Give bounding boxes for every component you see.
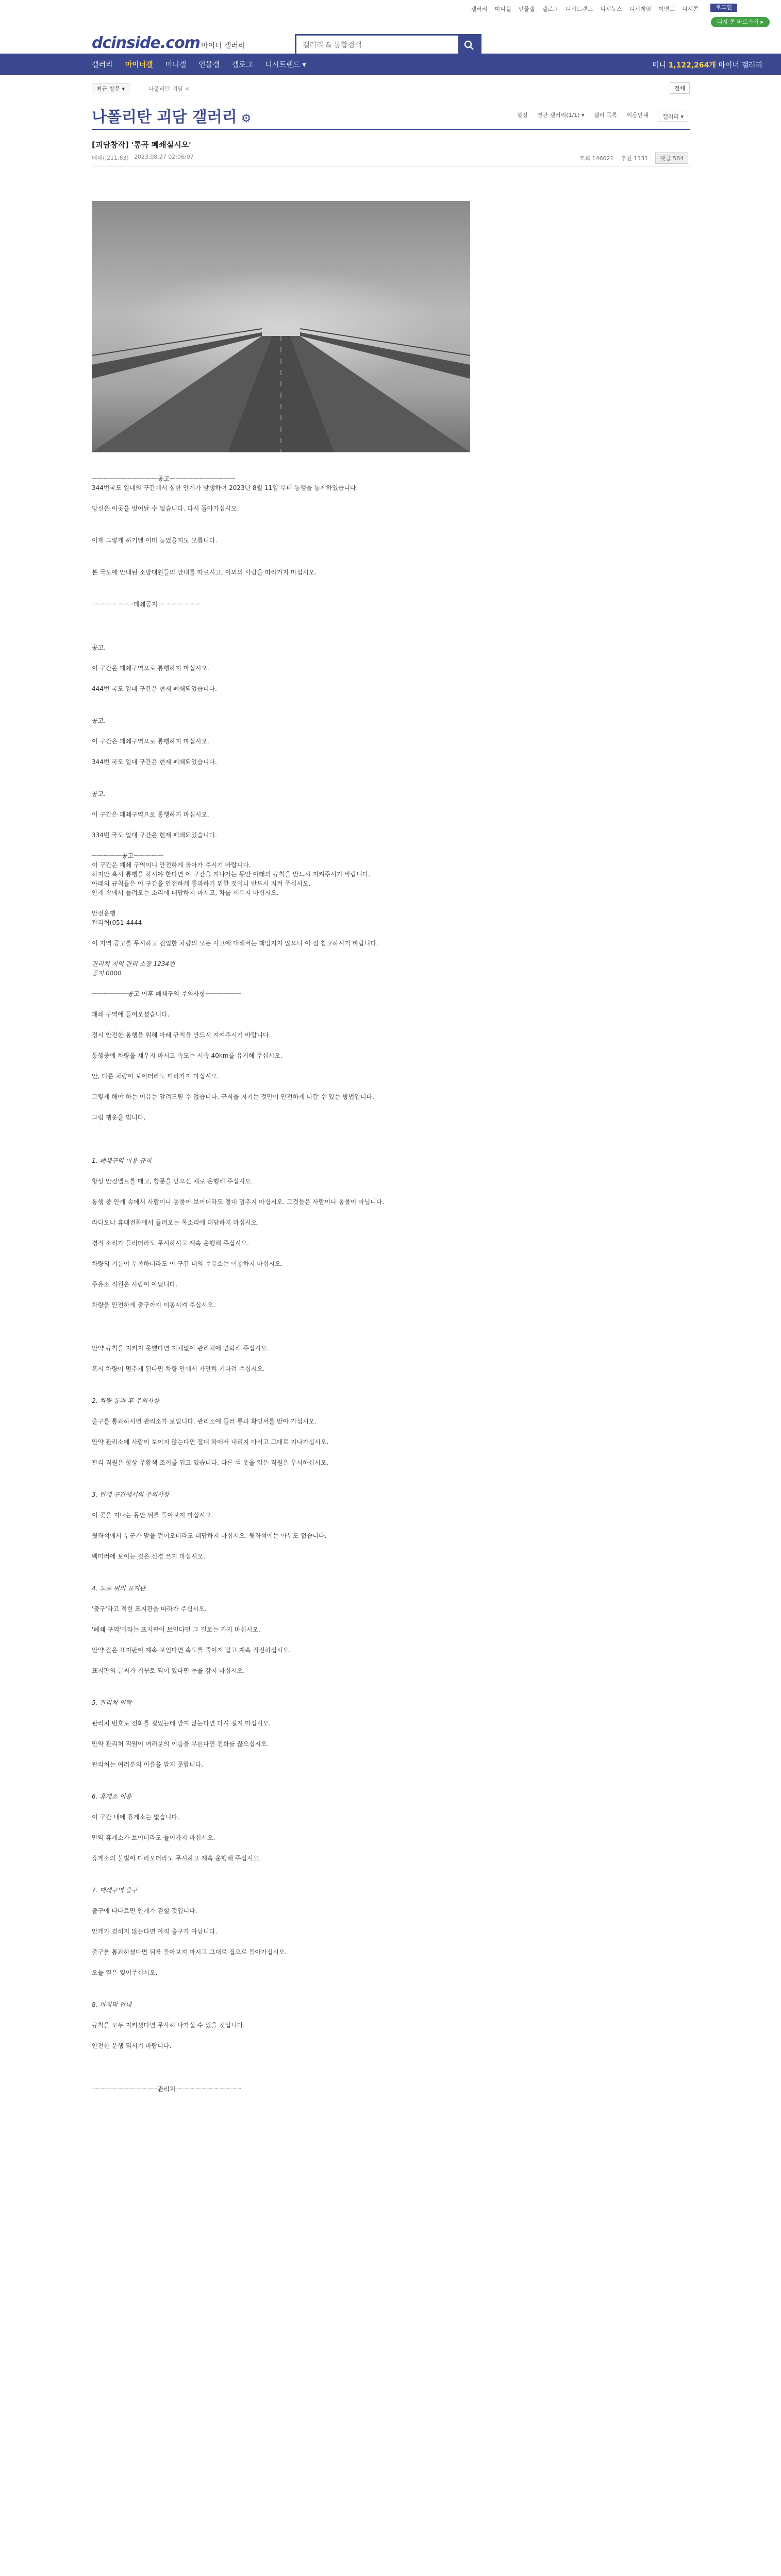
paragraph-gap [92, 1289, 690, 1300]
paragraph-gap [92, 1145, 690, 1156]
body-paragraph: 차량을 안전하게 출구까지 이동시켜 주십시오. [92, 1301, 215, 1309]
body-paragraph: 차량의 기름이 부족하더라도 이 구간 내의 주유소는 이용하지 마십시오. [92, 1260, 283, 1267]
paragraph-gap [92, 1895, 690, 1906]
body-paragraph: 관리처는 여러분의 이름을 알지 못합니다. [92, 1761, 204, 1768]
search-icon [464, 40, 474, 50]
body-paragraph: ㅡㅡㅡㅡㅡ공고ㅡㅡㅡㅡㅡ [92, 852, 164, 859]
recent-visit-bar [92, 80, 690, 95]
paragraph-gap [92, 746, 690, 757]
top-link[interactable]: 디시뉴스 [600, 6, 622, 12]
nav-item[interactable]: 인물갤 [198, 61, 220, 69]
body-paragraph: 표지판의 글씨가 거꾸로 되어 있다면 눈을 감지 마십시오. [92, 1667, 245, 1674]
body-paragraph: 5. 관리처 연락 [92, 1699, 132, 1706]
body-paragraph: 당신은 이곳을 벗어날 수 없습니다. 다시 돌아가십시오. [92, 505, 239, 512]
gallery-title[interactable]: 나폴리탄 괴담 갤러리 ⚙ [92, 108, 252, 126]
paragraph-gap [92, 1989, 690, 2000]
body-paragraph: 통행 중 안개 속에서 사람이나 동물이 보이더라도 절대 멈추지 마십시오. 그것들은 사람이나 동물이 아닙니다. [92, 1198, 385, 1206]
paragraph-gap [92, 1749, 690, 1760]
post-body [92, 474, 690, 2094]
body-paragraph: 344번국도 일대의 구간에서 심한 안개가 발생하여 2023년 8월 11일 부터 통행을 통제하였습니다. [92, 484, 358, 492]
paragraph-gap [92, 978, 690, 989]
paragraph-gap [92, 1561, 690, 1572]
body-paragraph: 안전한 운행 되시기 바랍니다. [92, 2042, 172, 2049]
gear-icon[interactable]: ⚙ [241, 112, 252, 125]
nav-item[interactable]: 미니갤 [165, 61, 187, 69]
recent-all-button[interactable]: 전체 [670, 82, 690, 94]
paragraph-gap [92, 1499, 690, 1511]
paragraph-gap [92, 513, 690, 524]
gallery-tool-link[interactable]: 갤러 목록 [593, 112, 618, 118]
body-paragraph: 만약 휴게소가 보이더라도 들어가지 마십시오. [92, 1834, 215, 1841]
body-paragraph: 만약 같은 표지판이 계속 보인다면 속도를 줄이지 말고 계속 직진하십시오. [92, 1647, 291, 1654]
gallery-count: 미니 1,122,264개 마이너 갤러리 [652, 61, 762, 70]
body-paragraph: 4. 도로 위의 표지판 [92, 1585, 146, 1592]
paragraph-gap [92, 673, 690, 684]
paragraph-gap [92, 1863, 690, 1874]
body-paragraph: 출구를 통과하시면 관리소가 보입니다. 관리소에 들러 통과 확인서를 받아 가십시오. [92, 1418, 317, 1425]
paragraph-gap [92, 1122, 690, 1133]
paragraph-gap [92, 1321, 690, 1332]
gallery-tools [517, 111, 688, 122]
paragraph-gap [92, 2030, 690, 2041]
body-paragraph: '폐쇄 구역'이라는 표지판이 보인다면 그 길로는 가지 마십시오. [92, 1626, 260, 1633]
paragraph-gap [92, 524, 690, 536]
top-link[interactable]: 갤러리 [471, 6, 488, 12]
body-paragraph: 관리 직원은 항상 주황색 조끼를 입고 있습니다. 다른 색 옷을 입은 직원은 무시하십시오. [92, 1459, 329, 1466]
main-nav [0, 54, 781, 75]
paragraph-gap [92, 778, 690, 789]
body-paragraph: 출구에 다다르면 안개가 걷힐 것입니다. [92, 1907, 197, 1914]
paragraph-gap [92, 652, 690, 664]
site-header [0, 15, 781, 53]
body-paragraph: 안개가 걷히지 않는다면 아직 출구가 아닙니다. [92, 1928, 218, 1935]
paragraph-gap [92, 1227, 690, 1239]
body-paragraph: 그렇게 해야 하는 이유는 알려드릴 수 없습니다. 규칙을 지키는 것만이 안전하게 나갈 수 있는 방법입니다. [92, 1093, 374, 1100]
paragraph-gap [92, 577, 690, 588]
body-paragraph: 344번 국도 일대 구간은 현재 폐쇄되었습니다. [92, 758, 217, 766]
gallery-tool-link[interactable]: 연관 갤러리(1/1) ▾ [537, 112, 585, 118]
body-paragraph: 공고. [92, 717, 106, 724]
paragraph-gap [92, 1675, 690, 1687]
post-image-foggy-bridge [92, 201, 470, 452]
body-paragraph: 본 국도에 안내된 소방대원들의 안내를 따르시고, 이외의 사람을 따라가지 마십시오. [92, 569, 317, 576]
body-paragraph: 아래의 규칙들은 이 구간을 안전하게 통과하기 위한 것이니 반드시 지켜 주십시오. [92, 880, 311, 887]
site-logo[interactable]: dcinside.com [92, 34, 200, 52]
paragraph-gap [92, 1133, 690, 1145]
body-paragraph: 항상 안전벨트를 매고, 창문을 닫으신 채로 운행해 주십시오. [92, 1178, 253, 1185]
paragraph-gap [92, 840, 690, 851]
body-paragraph: 이 지역 공고를 무시하고 진입한 차량의 모든 사고에 대해서는 책임지지 않으니 이 점 참고하시기 바랍니다. [92, 940, 378, 947]
body-paragraph: ㅡㅡㅡㅡㅡㅡㅡㅡㅡㅡㅡ공고ㅡㅡㅡㅡㅡㅡㅡㅡㅡㅡㅡ [92, 475, 236, 482]
body-paragraph: 이 구간은 폐쇄구역으로 통행하지 마십시오. [92, 665, 209, 672]
paragraph-gap [92, 725, 690, 737]
paragraph-gap [92, 620, 690, 632]
paragraph-gap [92, 2073, 690, 2084]
paragraph-gap [92, 1842, 690, 1854]
comment-count-button[interactable]: 댓글 584 [655, 152, 688, 164]
nav-item[interactable]: 갤러리 [92, 61, 113, 69]
post-date: 2023.08.27 02:06:07 [134, 154, 194, 160]
paragraph-gap [92, 632, 690, 643]
recent-visit-item[interactable]: 나폴리탄 괴담 × [148, 86, 190, 92]
paragraph-gap [92, 1728, 690, 1739]
body-paragraph: 통행중에 차량을 세우지 마시고 속도는 시속 40km를 유지해 주십시오. [92, 1052, 283, 1059]
paragraph-gap [92, 1268, 690, 1280]
body-paragraph: 오늘 일은 잊어주십시오. [92, 1969, 158, 1976]
paragraph-gap [92, 1165, 690, 1177]
body-paragraph: 이제 그렇게 하기엔 이미 늦었을지도 모릅니다. [92, 537, 218, 544]
body-paragraph: 규칙을 모두 지키셨다면 무사히 나가실 수 있을 것입니다. [92, 2022, 245, 2029]
body-paragraph: 백미러에 보이는 것은 신경 쓰지 마십시오. [92, 1553, 205, 1560]
body-paragraph: 안, 다른 차량이 보이더라도 따라가지 마십시오. [92, 1073, 219, 1080]
paragraph-gap [92, 1572, 690, 1584]
paragraph-gap [92, 1101, 690, 1113]
nav-item[interactable]: 갤로그 [231, 61, 253, 69]
paragraph-gap [92, 1405, 690, 1417]
paragraph-gap [92, 1593, 690, 1604]
body-paragraph: 안개 속에서 들려오는 소리에 대답하지 마시고, 차를 세우지 마십시오. [92, 889, 279, 896]
body-paragraph: 공고. [92, 644, 106, 651]
body-paragraph: 이 구간은 폐쇄 구역이니 안전하게 돌아가 주시기 바랍니다. [92, 861, 251, 869]
body-paragraph: 444번 국도 일대 구간은 현재 폐쇄되었습니다. [92, 685, 217, 692]
paragraph-gap [92, 693, 690, 705]
paragraph-gap [92, 799, 690, 810]
paragraph-gap [92, 1040, 690, 1051]
top-links [471, 5, 699, 13]
gallery-menu-button[interactable]: 갤러리 ▾ [658, 111, 688, 122]
body-paragraph: 334번 국도 일대 구간은 현재 폐쇄되었습니다. [92, 832, 217, 839]
paragraph-gap [92, 1655, 690, 1666]
body-paragraph: 혹시 차량이 멈추게 된다면 차량 안에서 가만히 기다려 주십시오. [92, 1365, 265, 1372]
body-paragraph: 만약 관리소에 사람이 보이지 않는다면 절대 차에서 내리지 마시고 그대로 지나가십시오. [92, 1438, 329, 1446]
paragraph-gap [92, 609, 690, 620]
nav-items [92, 54, 319, 75]
body-paragraph: 1. 폐쇄구역 이용 규칙 [92, 1157, 152, 1164]
login-button[interactable]: 로그인 [710, 4, 737, 12]
paragraph-gap [92, 1977, 690, 1989]
post-meta [92, 154, 194, 162]
paragraph-gap [92, 1332, 690, 1344]
body-paragraph: 이 구간은 폐쇄구역으로 통행하지 마십시오. [92, 738, 209, 745]
body-paragraph: 이 구간 내에 휴게소는 없습니다. [92, 1814, 179, 1821]
paragraph-gap [92, 1385, 690, 1396]
paragraph-gap [92, 493, 690, 504]
nav-item[interactable]: 디시트렌드 ▾ [265, 61, 306, 69]
body-paragraph: 공고. [92, 790, 106, 798]
paragraph-gap [92, 1634, 690, 1646]
paragraph-gap [92, 2050, 690, 2062]
paragraph-gap [92, 948, 690, 959]
paragraph-gap [92, 1916, 690, 1927]
paragraph-gap [92, 2062, 690, 2073]
body-paragraph: 관리처 번호로 전화를 걸었는데 받지 않는다면 다시 걸지 마십시오. [92, 1720, 271, 1727]
paragraph-gap [92, 1207, 690, 1218]
paragraph-gap [92, 1447, 690, 1458]
body-paragraph: 라디오나 휴대전화에서 들려오는 목소리에 대답하지 마십시오. [92, 1219, 259, 1226]
paragraph-gap [92, 1614, 690, 1625]
paragraph-gap [92, 1781, 690, 1792]
body-paragraph: 이 구간은 폐쇄구역으로 통행하지 마십시오. [92, 811, 209, 818]
post-title: [괴담창작] '통곡 폐쇄실시오' [92, 140, 191, 149]
body-paragraph: 출구를 통과하셨다면 뒤를 돌아보지 마시고 그대로 집으로 돌아가십시오. [92, 1948, 287, 1956]
body-paragraph: 주유소 직원은 사람이 아닙니다. [92, 1281, 177, 1288]
body-paragraph: 8. 마지막 안내 [92, 2001, 132, 2008]
paragraph-gap [92, 1936, 690, 1947]
body-paragraph: ㅡㅡㅡㅡㅡㅡ공고 이후 폐쇄구역 주의사항ㅡㅡㅡㅡㅡㅡ [92, 990, 241, 997]
paragraph-gap [92, 1957, 690, 1968]
top-link[interactable]: 디시트렌드 [566, 6, 593, 12]
body-paragraph: 3. 안개 구간에서의 주의사항 [92, 1491, 170, 1498]
paragraph-gap [92, 1060, 690, 1072]
paragraph-gap [92, 1479, 690, 1490]
body-paragraph: 만약 관리처 직원이 여러분의 이름을 부른다면 전화를 끊으십시오. [92, 1740, 269, 1748]
paragraph-gap [92, 2009, 690, 2021]
paragraph-gap [92, 897, 690, 909]
paragraph-gap [92, 1801, 690, 1812]
paragraph-gap [92, 767, 690, 778]
body-paragraph: 이 곳을 지나는 동안 뒤를 돌아보지 마십시오. [92, 1512, 213, 1519]
body-paragraph: 7. 폐쇄구역 출구 [92, 1887, 138, 1894]
body-paragraph: 폐쇄 구역에 들어오셨습니다. [92, 1011, 170, 1018]
paragraph-gap [92, 1353, 690, 1364]
paragraph-gap [92, 556, 690, 568]
paragraph-gap [92, 1520, 690, 1531]
body-paragraph: '출구'라고 적힌 표지판을 따라가 주십시오. [92, 1605, 207, 1613]
nav-item[interactable]: 마이너갤 [125, 61, 153, 69]
body-paragraph: 6. 휴게소 이용 [92, 1793, 132, 1800]
search-input[interactable] [296, 36, 458, 55]
top-link[interactable]: 갤로그 [542, 6, 559, 12]
paragraph-gap [92, 1822, 690, 1833]
body-paragraph: 안전운행 [92, 910, 116, 917]
post-author[interactable]: 배대(.211.63) [92, 155, 129, 161]
paragraph-gap [92, 1310, 690, 1321]
body-paragraph: 2. 차량 통과 후 주의사항 [92, 1397, 160, 1404]
title-divider [92, 129, 690, 130]
paragraph-gap [92, 588, 690, 600]
body-paragraph: 뒷좌석에서 누군가 말을 걸어오더라도 대답하지 마십시오. 뒷좌석에는 아무도 없습니다. [92, 1532, 327, 1539]
post-views: 조회 146021 [579, 155, 614, 162]
top-link[interactable]: 디시콘 [682, 6, 699, 12]
body-paragraph: 만약 규칙을 지키지 못했다면 지체없이 관리처에 연락해 주십시오. [92, 1345, 269, 1352]
gallery-tool-link[interactable]: 설정 [517, 112, 528, 118]
top-link[interactable]: 이벤트 [658, 6, 675, 12]
top-link[interactable]: 미니갤 [494, 6, 511, 12]
paragraph-gap [92, 1186, 690, 1197]
body-paragraph: ㅡㅡㅡㅡㅡㅡㅡ폐쇄공지ㅡㅡㅡㅡㅡㅡㅡ [92, 601, 200, 608]
paragraph-gap [92, 998, 690, 1010]
paragraph-gap [92, 1081, 690, 1092]
body-paragraph: 공지 0000 [92, 970, 122, 977]
paragraph-gap [92, 1374, 690, 1385]
body-paragraph: 정시 안전한 통행을 위해 아래 규칙을 반드시 지켜주시기 바랍니다. [92, 1031, 271, 1039]
gallery-tool-link[interactable]: 이용안내 [626, 112, 649, 118]
paragraph-gap [92, 1467, 690, 1479]
paragraph-gap [92, 1687, 690, 1698]
gallery-type-label[interactable]: 마이너 갤러리 [201, 42, 245, 50]
top-utility-bar [0, 0, 781, 25]
top-link[interactable]: 인물갤 [518, 6, 535, 12]
paragraph-gap [92, 819, 690, 831]
post-stats [579, 152, 688, 164]
paragraph-gap [92, 1540, 690, 1552]
body-paragraph: 휴게소의 불빛이 따라오더라도 무시하고 계속 운행해 주십시오. [92, 1855, 261, 1862]
paragraph-gap [92, 927, 690, 939]
top-link[interactable]: 디시게임 [629, 6, 652, 12]
post-recommend: 추천 1131 [621, 155, 649, 162]
paragraph-gap [92, 545, 690, 556]
search-button[interactable] [458, 36, 480, 55]
body-paragraph: 경적 소리가 들리더라도 무시하시고 계속 운행해 주십시오. [92, 1240, 249, 1247]
paragraph-gap [92, 1019, 690, 1030]
body-paragraph: 하지만 혹시 통행을 하셔야 한다면 이 구간을 지나가는 동안 아래의 규칙을 반드시 지켜주시기 바랍니다. [92, 871, 371, 878]
body-paragraph: 관리처 지역 관리 소장 1234번 [92, 960, 175, 968]
body-paragraph: 관리처(051-4444 [92, 919, 142, 926]
paragraph-gap [92, 1874, 690, 1886]
paragraph-gap [92, 1707, 690, 1719]
paragraph-gap [92, 1769, 690, 1781]
body-paragraph: 그럼 행운을 빕니다. [92, 1114, 146, 1121]
paragraph-gap [92, 1248, 690, 1259]
dccon-button[interactable]: 디시 콘 바로가기 ▸ [711, 17, 770, 27]
paragraph-gap [92, 705, 690, 716]
body-paragraph: ㅡㅡㅡㅡㅡㅡㅡㅡㅡㅡㅡ관리처ㅡㅡㅡㅡㅡㅡㅡㅡㅡㅡㅡ [92, 2086, 241, 2093]
recent-visit-button[interactable]: 최근 방문 ▾ [92, 83, 129, 94]
paragraph-gap [92, 1426, 690, 1437]
